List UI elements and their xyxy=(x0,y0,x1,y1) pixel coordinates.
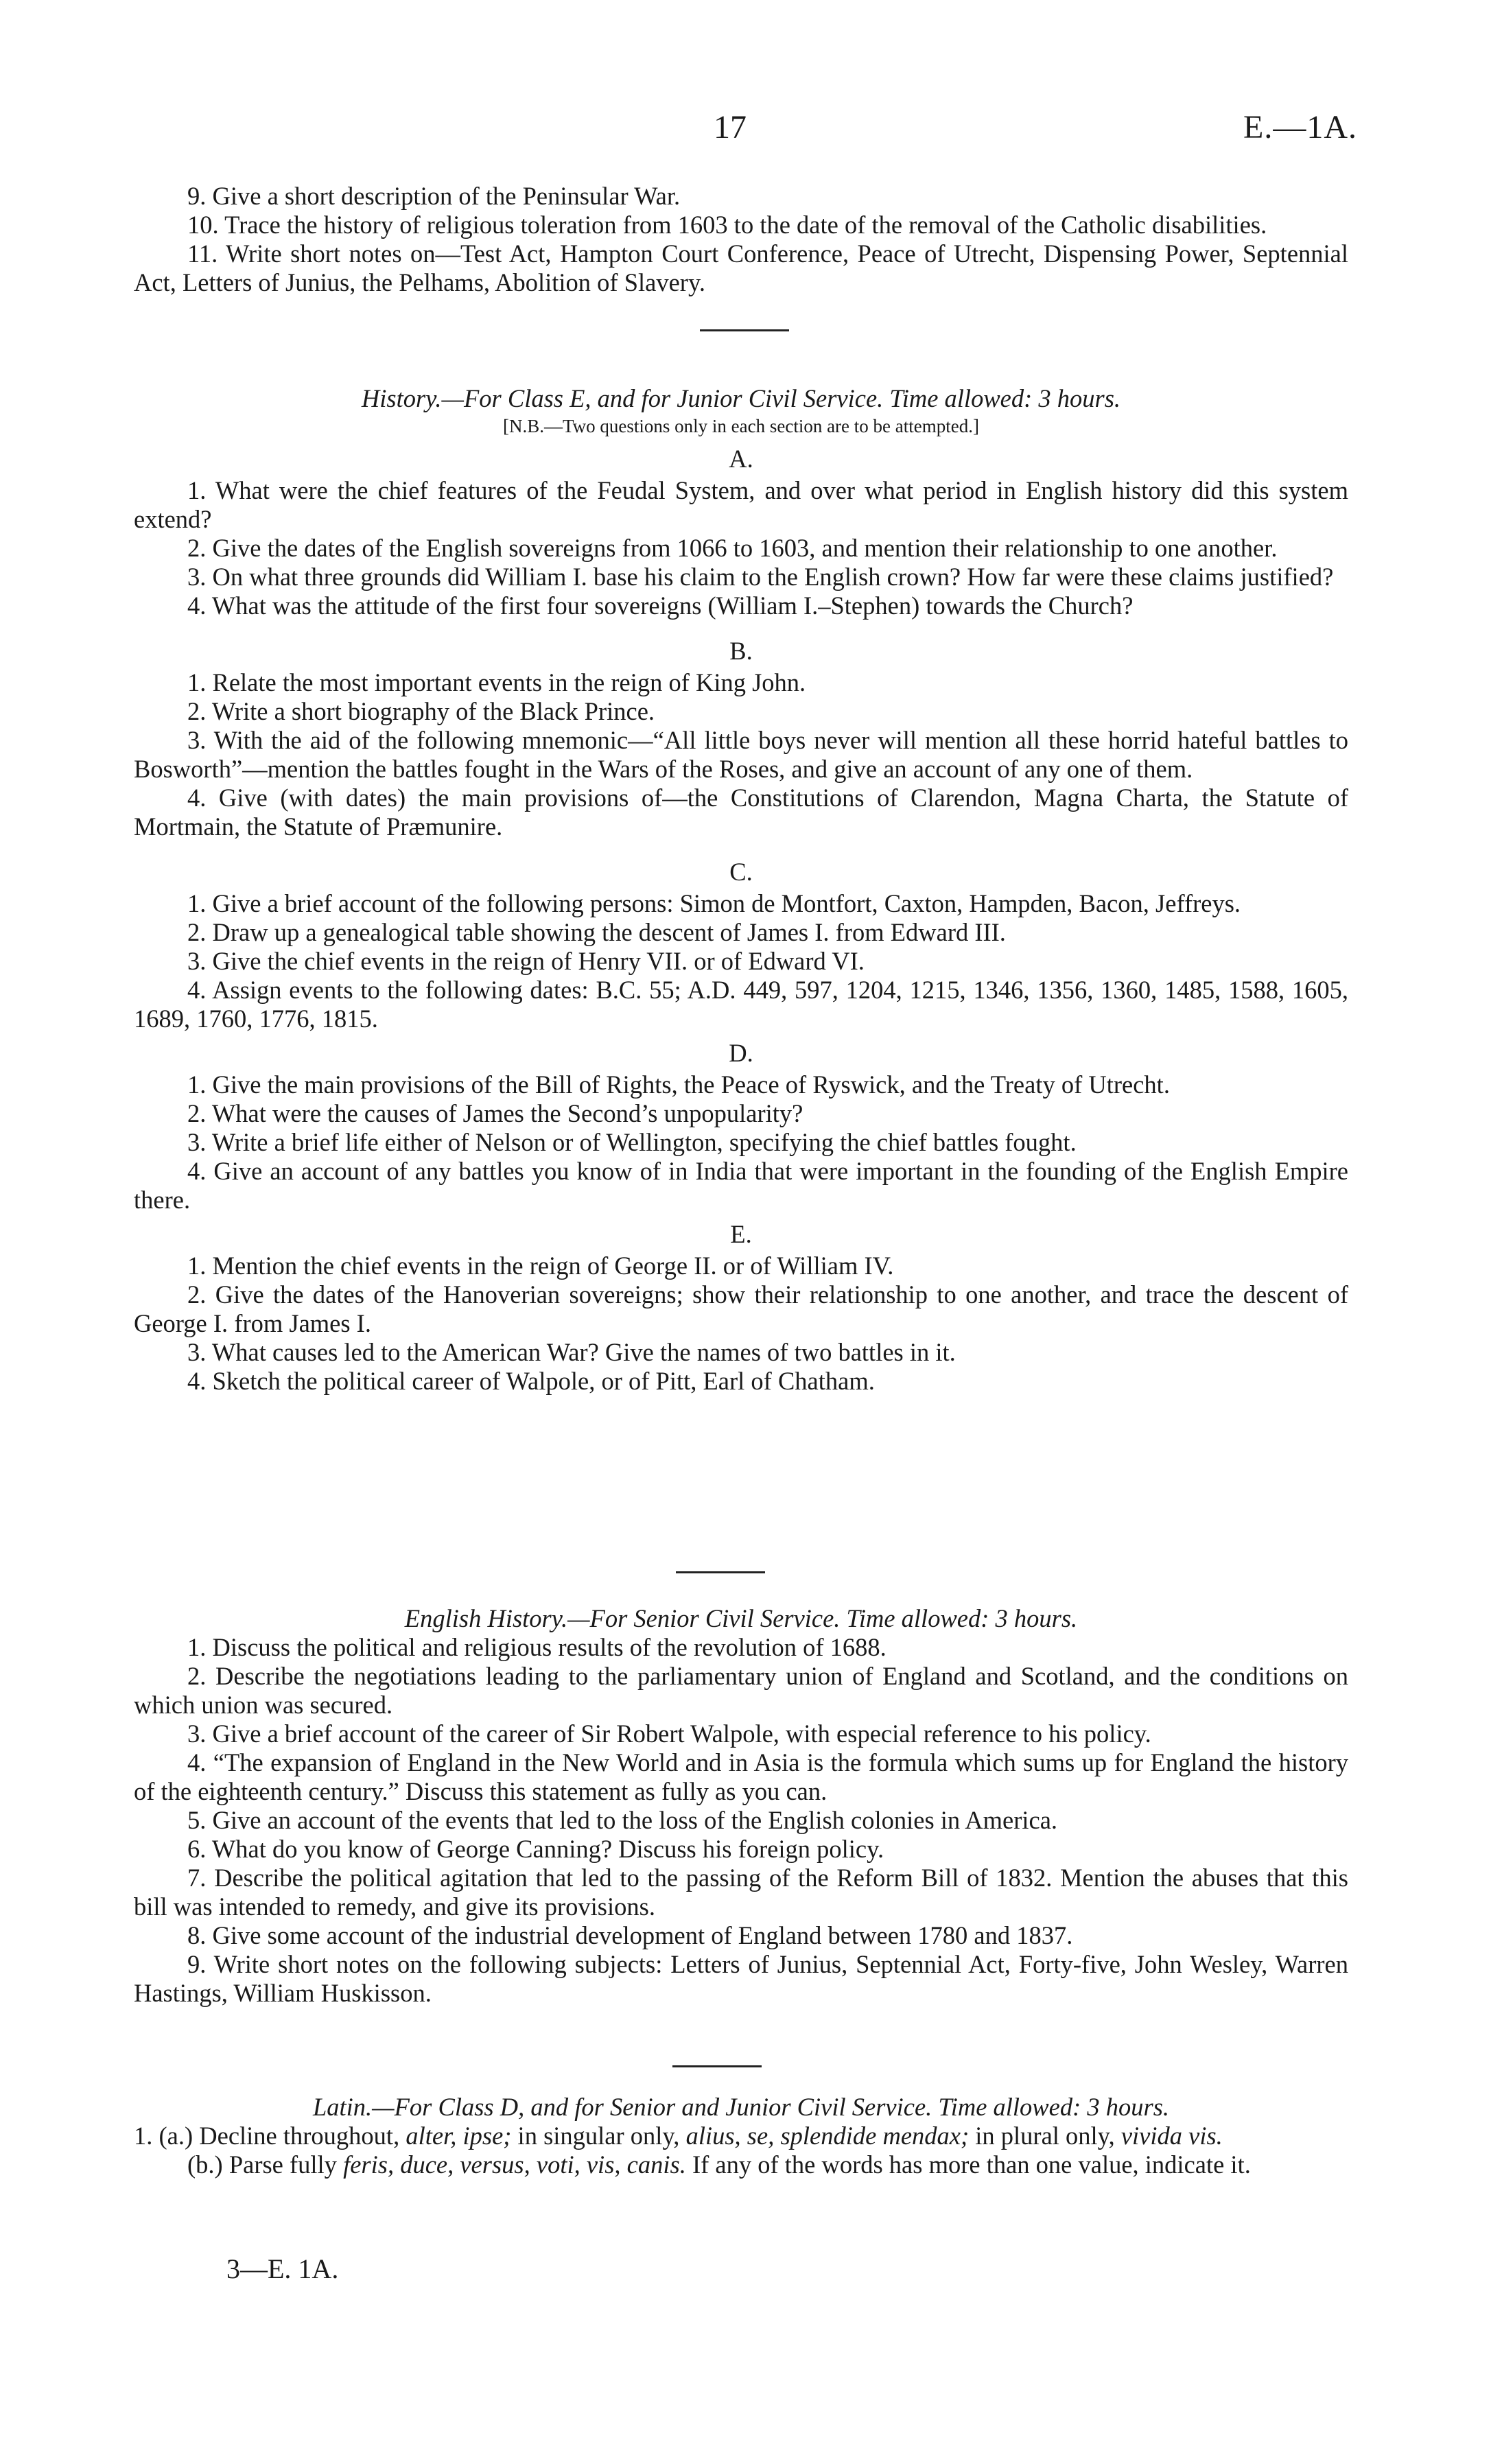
subsection-label: B. xyxy=(729,637,753,665)
question: 1. Relate the most important events in the reign of King John. xyxy=(187,668,806,696)
question: 1. Give a brief account of the following persons: Simon de Montfort, Caxton, Hampden, Bacon, Jeffreys. xyxy=(187,889,1241,917)
latin-question-1b: (b.) Parse fully feris, duce, versus, voti, vis, canis. If any of the words has more than one value, indicate it. xyxy=(187,2150,1251,2179)
question: 2. Describe the negotiations leading to the parliamentary union of England and Scotland, and the conditions on which union was secured. xyxy=(134,1662,1348,1719)
question: 3. With the aid of the following mnemonic—“All little boys never will mention all these horrid hateful battles to Bosworth”—mention the battles fought in the Wars of the Roses, and give an account of any one of them. xyxy=(134,726,1348,783)
question: 4. Assign events to the following dates: B.C. 55; A.D. 449, 597, 1204, 1215, 1346, 1356, 1360, 1485, 1588, 1605, 1689, 1760, 1776, 1815. xyxy=(134,976,1348,1033)
subsection-label: A. xyxy=(729,445,753,473)
history-junior-section xyxy=(134,384,1348,1396)
question: 4. Give (with dates) the main provisions of—the Constitutions of Clarendon, Magna Charta, the Statute of Mortmain, the Statute of Præmunire. xyxy=(134,784,1348,841)
question: 3. Give a brief account of the career of Sir Robert Walpole, with especial reference to his policy. xyxy=(187,1720,1151,1748)
question: 9. Write short notes on the following subjects: Letters of Junius, Septennial Act, Forty-five, John Wesley, Warren Hastings, William Huskisson. xyxy=(134,1950,1348,2007)
document-reference: E.—1A. xyxy=(1243,109,1357,145)
question: 2. Give the dates of the English sovereigns from 1066 to 1603, and mention their relationship to one another. xyxy=(187,534,1278,562)
question: 10. Trace the history of religious toleration from 1603 to the date of the removal of the Catholic disabilities. xyxy=(187,211,1267,239)
question: 2. Draw up a genealogical table showing the descent of James I. from Edward III. xyxy=(187,918,1006,946)
question: 1. Discuss the political and religious results of the revolution of 1688. xyxy=(187,1633,887,1661)
subsection-label: C. xyxy=(729,858,753,886)
question: 2. What were the causes of James the Second’s unpopularity? xyxy=(187,1099,803,1127)
question: 11. Write short notes on—Test Act, Hampton Court Conference, Peace of Utrecht, Dispensing Power, Septennial Act, Letters of Junius, the Pelhams, Abolition of Slavery. xyxy=(134,239,1348,296)
latin-section xyxy=(134,2093,1348,2179)
section-heading: Latin.—For Class D, and for Senior and Junior Civil Service. Time allowed: 3 hours. xyxy=(312,2093,1170,2121)
latin-question-1a: 1. (a.) Decline throughout, alter, ipse; in singular only, alius, se, splendide mendax; in plural only, vivida vis. xyxy=(134,2122,1223,2150)
question: 3. Write a brief life either of Nelson or of Wellington, specifying the chief battles fought. xyxy=(187,1128,1077,1156)
english-history-senior-section xyxy=(134,1604,1348,2008)
signature-mark: 3—E. 1A. xyxy=(226,2253,339,2284)
question: 4. Sketch the political career of Walpole, or of Pitt, Earl of Chatham. xyxy=(187,1367,875,1395)
question: 1. Give the main provisions of the Bill of Rights, the Peace of Ryswick, and the Treaty of Utrecht. xyxy=(187,1070,1170,1099)
section-heading: English History.—For Senior Civil Service. Time allowed: 3 hours. xyxy=(404,1604,1078,1632)
question: 4. “The expansion of England in the New World and in Asia is the formula which sums up for England the history of the eighteenth century.” Discuss this statement as fully as you can. xyxy=(134,1748,1348,1805)
question: 1. What were the chief features of the Feudal System, and over what period in English history did this system extend? xyxy=(134,476,1348,533)
question: 1. Mention the chief events in the reign of George II. or of William IV. xyxy=(187,1252,894,1280)
intro-questions xyxy=(134,182,1348,297)
question: 7. Describe the political agitation that led to the passing of the Reform Bill of 1832. Mention the abuses that this bill was intended to remedy, and give its provisions. xyxy=(134,1864,1348,1921)
section-divider xyxy=(672,2065,762,2067)
question: 6. What do you know of George Canning? Discuss his foreign policy. xyxy=(187,1835,884,1863)
question: 4. Give an account of any battles you know of in India that were important in the founding of the English Empire there. xyxy=(134,1157,1348,1214)
page-number: 17 xyxy=(714,109,747,145)
question: 8. Give some account of the industrial development of England between 1780 and 1837. xyxy=(187,1921,1073,1949)
question: 5. Give an account of the events that led to the loss of the English colonies in America. xyxy=(187,1806,1058,1834)
question: 3. Give the chief events in the reign of Henry VII. or of Edward VI. xyxy=(187,947,865,975)
question: 3. What causes led to the American War? Give the names of two battles in it. xyxy=(187,1338,956,1366)
question: 4. What was the attitude of the first four sovereigns (William I.–Stephen) towards the Church? xyxy=(187,591,1134,620)
section-divider xyxy=(700,329,789,331)
question: 9. Give a short description of the Peninsular War. xyxy=(187,182,681,210)
question: 2. Give the dates of the Hanoverian sovereigns; show their relationship to one another, and trace the descent of George I. from James I. xyxy=(134,1280,1348,1337)
subsection-label: D. xyxy=(729,1039,753,1067)
subsection-label: E. xyxy=(730,1220,752,1248)
section-heading: History.—For Class E, and for Junior Civil Service. Time allowed: 3 hours. xyxy=(361,384,1121,412)
question: 2. Write a short biography of the Black Prince. xyxy=(187,697,655,725)
section-divider xyxy=(676,1571,765,1573)
question: 3. On what three grounds did William I. base his claim to the English crown? How far were these claims justified? xyxy=(187,563,1334,591)
note: [N.B.—Two questions only in each section are to be attempted.] xyxy=(503,416,979,436)
